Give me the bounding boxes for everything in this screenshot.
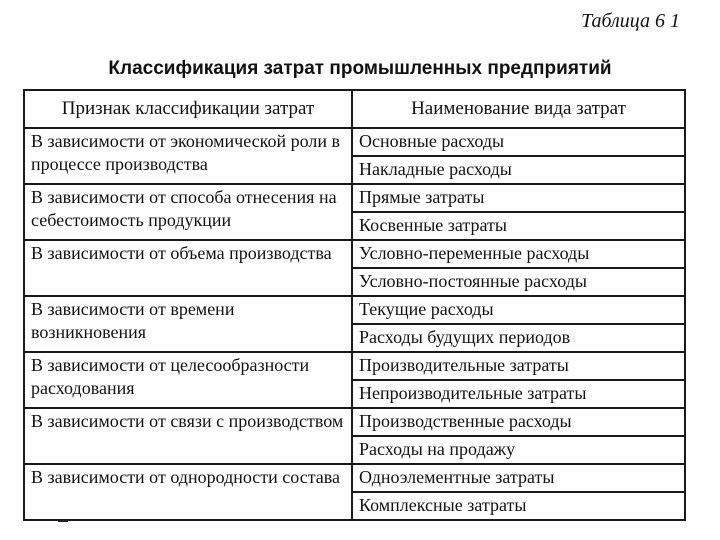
criterion-cell: В зависимости от экономической роли в процессе производства <box>24 128 352 184</box>
table-row <box>24 296 685 324</box>
cost-type-cell: Комплексные затраты <box>352 492 685 520</box>
table-row <box>24 184 685 212</box>
table-title: Классификация затрат промышленных предприятий <box>108 58 612 79</box>
table-row <box>24 464 685 492</box>
table-row <box>24 352 685 380</box>
cost-type-cell: Условно-переменные расходы <box>352 240 685 268</box>
cost-type-cell: Одноэлементные затраты <box>352 464 685 492</box>
cost-type-cell: Расходы будущих периодов <box>352 324 685 352</box>
criterion-cell: В зависимости от целесообразности расходования <box>24 352 352 408</box>
criterion-cell: В зависимости от способа отнесения на себестоимость продукции <box>24 184 352 240</box>
cost-type-cell: Прямые затраты <box>352 184 685 212</box>
table-number: Таблица 6 1 <box>581 10 680 32</box>
criterion-cell: В зависимости от объема производства <box>24 240 352 296</box>
criterion-cell: В зависимости от времени возникновения <box>24 296 352 352</box>
cost-type-cell: Текущие расходы <box>352 296 685 324</box>
header-row <box>24 90 685 128</box>
cost-type-cell: Непроизводительные затраты <box>352 380 685 408</box>
table-row <box>24 240 685 268</box>
table-row <box>24 408 685 436</box>
criterion-cell: В зависимости от связи с производством <box>24 408 352 464</box>
criterion-cell: В зависимости от однородности состава <box>24 464 352 520</box>
cost-type-cell: Основные расходы <box>352 128 685 156</box>
header-cost-type: Наименование вида затрат <box>352 90 685 128</box>
header-criterion: Признак классификации затрат <box>24 90 352 128</box>
classification-table <box>23 89 686 521</box>
cost-type-cell: Накладные расходы <box>352 156 685 184</box>
cost-type-cell: Производственные расходы <box>352 408 685 436</box>
cost-type-cell: Производительные затраты <box>352 352 685 380</box>
cost-type-cell: Условно-постоянные расходы <box>352 268 685 296</box>
footnote-mark <box>58 520 68 522</box>
table-row <box>24 128 685 156</box>
cost-type-cell: Косвенные затраты <box>352 212 685 240</box>
cost-type-cell: Расходы на продажу <box>352 436 685 464</box>
